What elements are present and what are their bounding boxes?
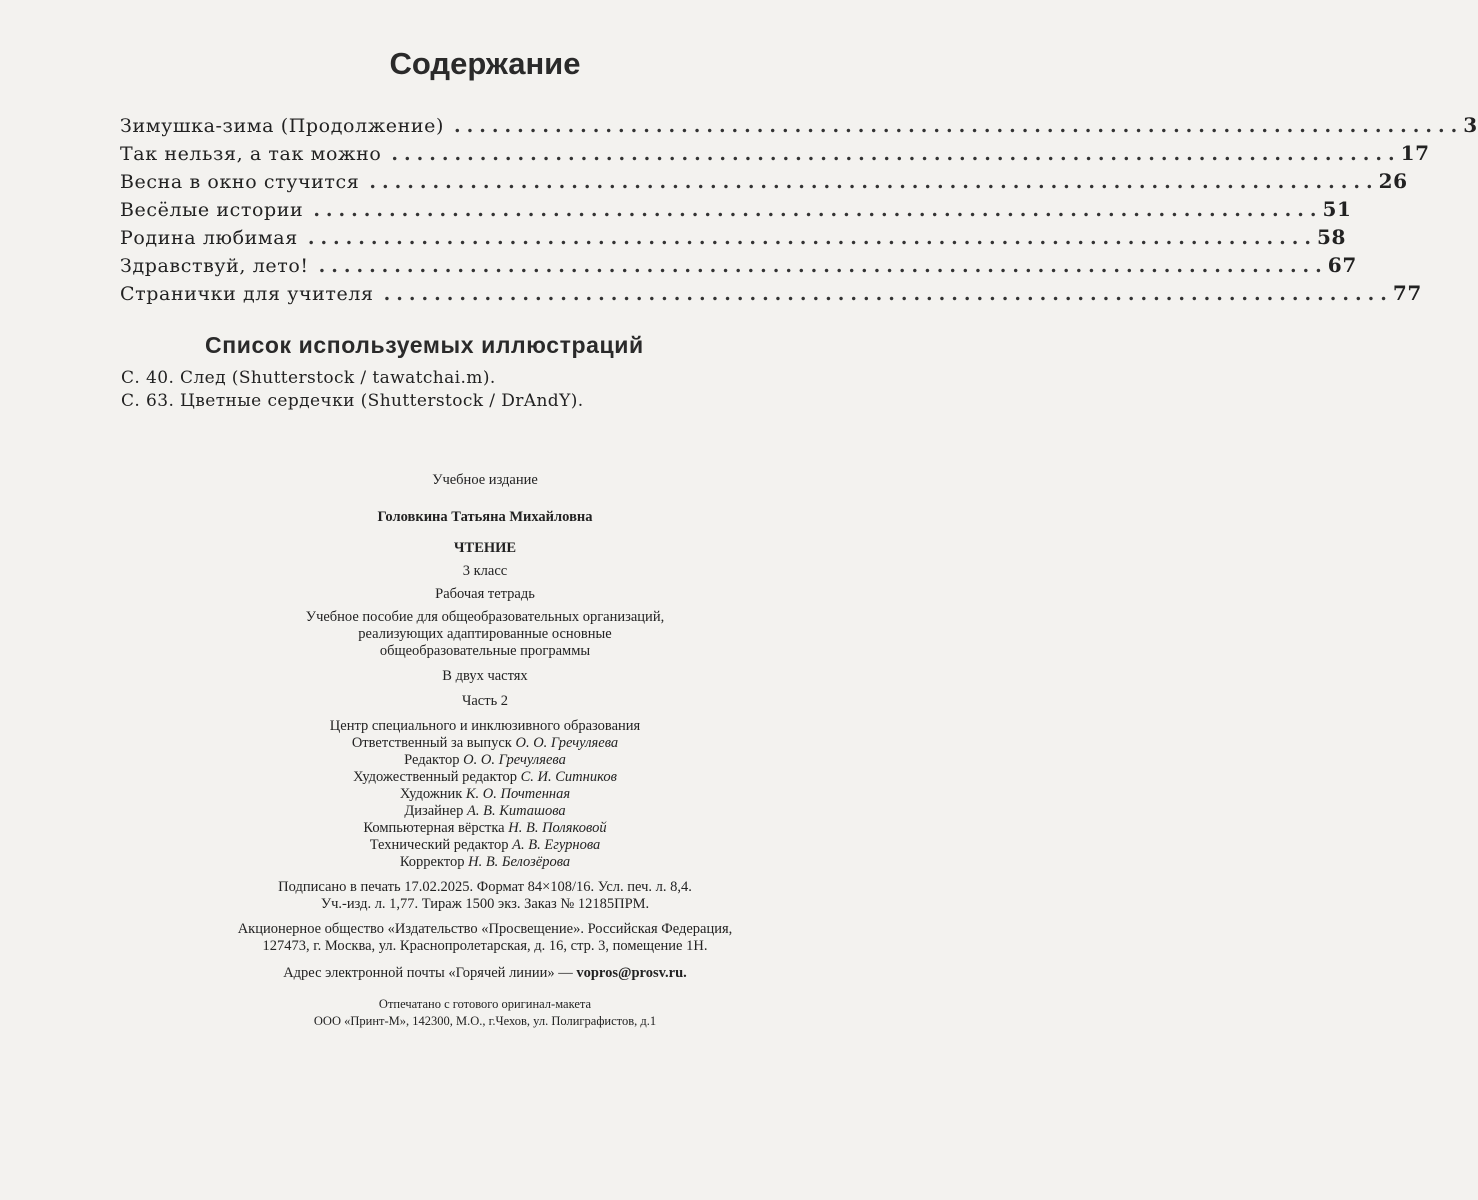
edition-type: Учебное издание [432, 472, 538, 488]
hotline-email [0, 965, 970, 982]
staff-credit [0, 854, 970, 871]
printer-line-1: Отпечатано с готового оригинал-макета [378, 997, 592, 1011]
toc-row [120, 169, 1408, 197]
staff-name: О. О. Гречуляева [463, 752, 566, 768]
toc-item-title: Родина любимая [120, 227, 298, 249]
toc-row [120, 197, 1352, 225]
staff-name: К. О. Почтенная [465, 786, 571, 802]
staff-name: С. И. Ситников [520, 769, 617, 785]
part: Часть 2 [461, 693, 509, 709]
toc-item-title: Весёлые истории [120, 199, 304, 221]
staff-credit [0, 735, 970, 752]
staff-name: А. В. Киташова [467, 803, 566, 819]
publisher-line-2: 127473, г. Москва, ул. Краснопролетарская, д. 16, стр. 3, помещение 1Н. [262, 938, 708, 954]
toc-leader-dots: ................................................................................ [307, 227, 1318, 249]
staff-role: Компьютерная вёрстка [363, 820, 505, 836]
toc-item-title: Весна в окно стучится [120, 171, 360, 193]
print-info-2: Уч.-изд. л. 1,77. Тираж 1500 экз. Заказ № 12185ПРМ. [320, 896, 650, 912]
purpose-line-3: общеобразовательные программы [379, 643, 591, 659]
email-link[interactable]: vopros@prosv.ru. [576, 965, 687, 981]
toc-row [120, 225, 1347, 253]
toc-item-title: Так нельзя, а так можно [120, 143, 382, 165]
toc-leader-dots: ................................................................................ [313, 199, 1323, 221]
toc-row [120, 113, 1478, 141]
author: Головкина Татьяна Михайловна [377, 509, 593, 525]
staff-name: Н. В. Белозёрова [468, 854, 571, 870]
toc-item-page: 67 [1327, 253, 1357, 277]
staff-role: Технический редактор [369, 837, 509, 853]
purpose-line-2: реализующих адаптированные основные [358, 626, 612, 642]
toc-row [120, 281, 1422, 309]
email-label: Адрес электронной почты «Горячей линии» — [283, 965, 573, 981]
staff-role: Редактор [404, 752, 460, 768]
imprint [0, 472, 970, 1030]
staff-role: Ответственный за выпуск [351, 735, 512, 751]
staff-role: Дизайнер [404, 803, 464, 819]
illustration-item: С. 63. Цветные сердечки (Shutterstock / DrAndY). [121, 391, 584, 411]
toc-item-title: Здравствуй, лето! [120, 255, 309, 277]
printer-line-2: ООО «Принт-М», 142300, М.О., г.Чехов, ул. Полиграфистов, д.1 [313, 1014, 657, 1028]
toc-item-title: Странички для учителя [120, 283, 374, 305]
illustration-item: С. 40. След (Shutterstock / tawatchai.m). [121, 368, 496, 388]
toc-item-page: 26 [1378, 169, 1408, 193]
toc-item-page: 77 [1392, 281, 1422, 305]
illustrations-title: Список используемых иллюстраций [205, 332, 644, 358]
book-kind: Рабочая тетрадь [435, 586, 535, 602]
staff-credit [0, 786, 970, 803]
staff-name: О. О. Гречуляева [515, 735, 619, 751]
toc-row [120, 253, 1357, 281]
toc-title: Содержание [389, 46, 581, 81]
toc-list [120, 113, 1478, 309]
toc-row [120, 141, 1430, 169]
toc-item-title: Зимушка-зима (Продолжение) [120, 115, 445, 137]
staff-role: Художник [399, 786, 463, 802]
toc-leader-dots: ................................................................................ [369, 171, 1379, 193]
staff-role: Корректор [399, 854, 465, 870]
staff-credit [0, 752, 970, 769]
staff-name: А. В. Егурнова [512, 837, 601, 853]
toc-leader-dots: ................................................................................ [318, 255, 1328, 277]
staff-credit [0, 837, 970, 854]
staff-credit [0, 820, 970, 837]
publisher-line-1: Акционерное общество «Издательство «Просвещение». Российская Федерация, [237, 921, 733, 937]
staff-credit [0, 803, 970, 820]
staff-list [0, 735, 970, 871]
toc-item-page: 51 [1322, 197, 1352, 221]
parts: В двух частях [442, 668, 528, 684]
center: Центр специального и инклюзивного образования [329, 718, 641, 734]
toc-item-page: 17 [1400, 141, 1430, 165]
illustrations-list [121, 368, 584, 414]
book-title: ЧТЕНИЕ [453, 540, 517, 556]
staff-name: Н. В. Поляковой [508, 820, 607, 836]
staff-credit [0, 769, 970, 786]
print-info-1: Подписано в печать 17.02.2025. Формат 84×108/16. Усл. печ. л. 8,4. [278, 879, 692, 895]
toc-leader-dots: ................................................................................ [454, 115, 1464, 137]
toc-item-page: 3 [1463, 113, 1478, 137]
purpose-line-1: Учебное пособие для общеобразовательных организаций, [305, 609, 665, 625]
staff-role: Художественный редактор [353, 769, 517, 785]
toc-leader-dots: ................................................................................ [383, 283, 1393, 305]
toc-leader-dots: ................................................................................ [391, 143, 1401, 165]
grade: 3 класс [462, 563, 508, 579]
toc-item-page: 58 [1317, 225, 1347, 249]
